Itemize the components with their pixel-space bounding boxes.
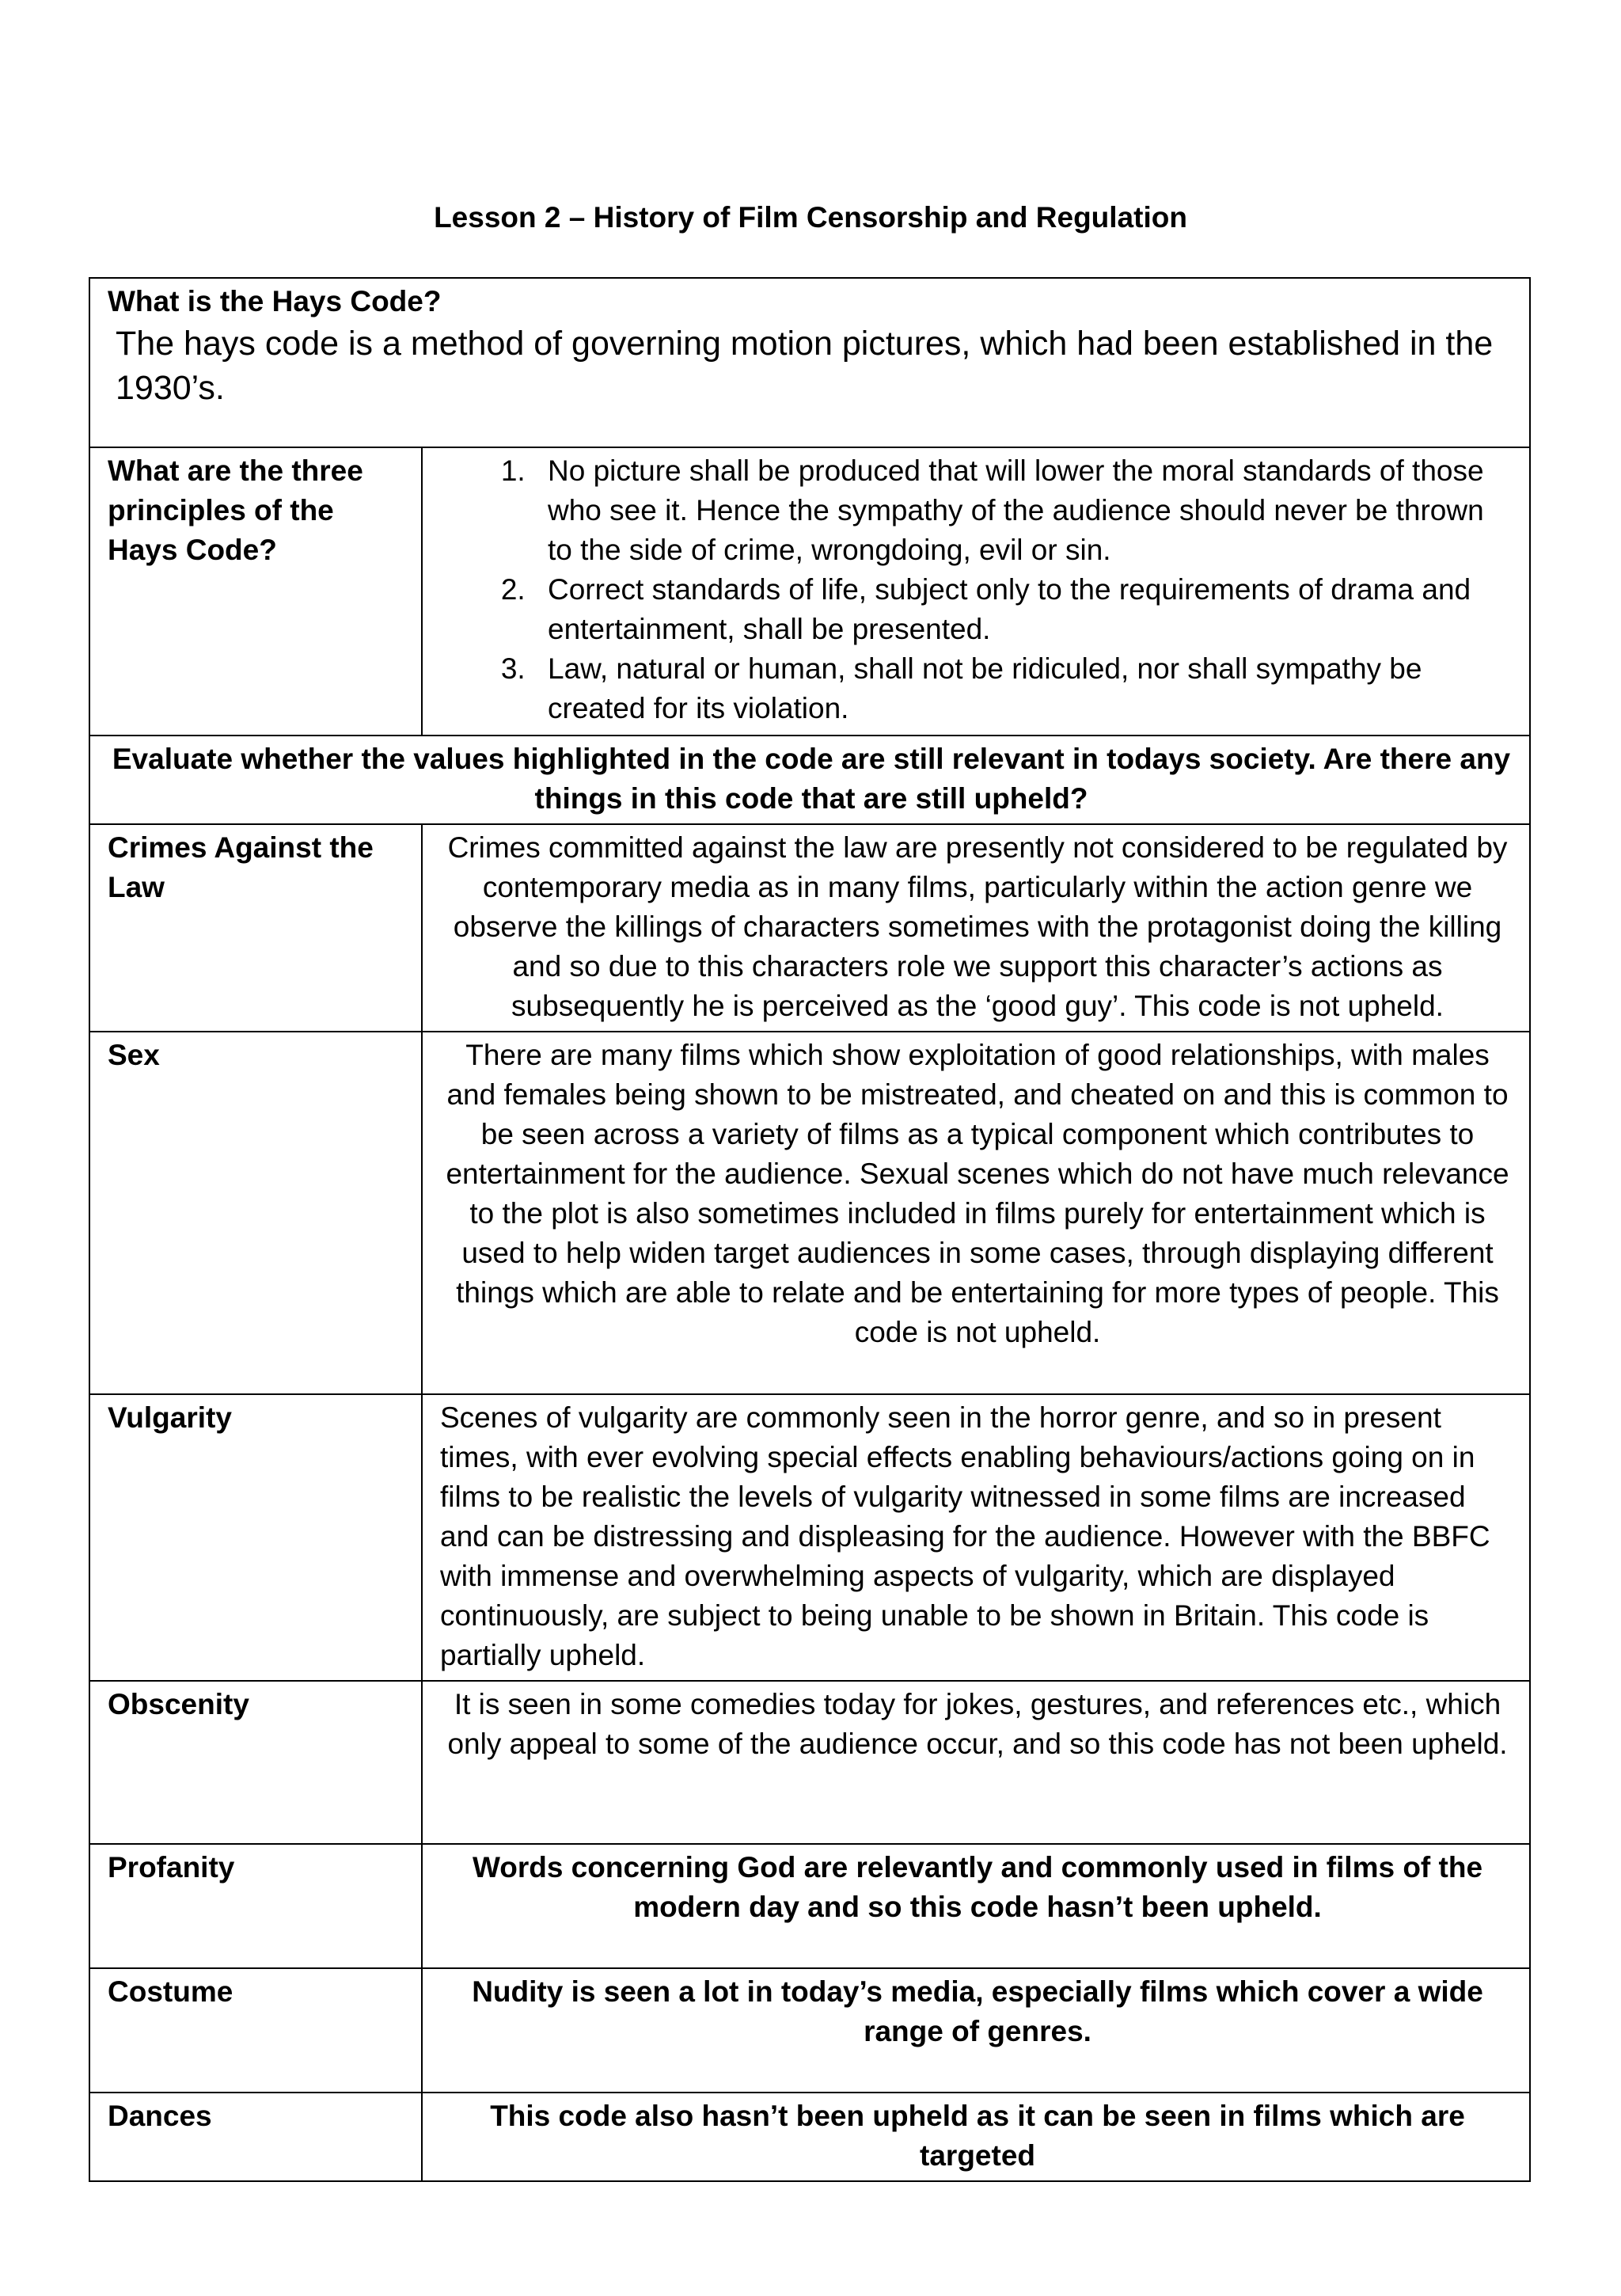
row-text-crimes: Crimes committed against the law are presently not considered to be regulated by contemporary media as in many films, particularly within the action genre we observe the killings of characters sometimes with the protagonist doing the killing and so due to this characters role we support this character’s actions as subsequently he is perceived as the ‘good guy’. This code is not upheld. bbox=[422, 824, 1530, 1032]
principle-item: 2. Correct standards of life, subject only to the requirements of drama and entertainment, shall be presented. bbox=[533, 570, 1515, 649]
table-row bbox=[89, 1032, 1530, 1394]
worksheet-table bbox=[89, 277, 1531, 2182]
table-row bbox=[89, 2093, 1530, 2181]
row-label-vulgarity: Vulgarity bbox=[89, 1394, 422, 1681]
principle-item: 1. No picture shall be produced that will lower the moral standards of those who see it. Hence the sympathy of the audience should never be thrown to the side of crime, wrongdoing, evil or sin. bbox=[533, 451, 1515, 570]
row-text-vulgarity: Scenes of vulgarity are commonly seen in the horror genre, and so in present times, with ever evolving special effects enabling behaviours/actions going on in films to be realistic the levels of vulgarity witnessed in some films are increased and can be distressing and displeasing for the audience. However with the BBFC with immense and overwhelming aspects of vulgarity, which are displayed continuously, are subject to being unable to be shown in Britain. This code is partially upheld. bbox=[422, 1394, 1530, 1681]
table-row bbox=[89, 824, 1530, 1032]
row-label-crimes: Crimes Against the Law bbox=[89, 824, 422, 1032]
principles-list-cell bbox=[422, 447, 1530, 736]
row-label-sex: Sex bbox=[89, 1032, 422, 1394]
row-text-sex: There are many films which show exploitation of good relationships, with males and females being shown to be mistreated, and cheated on and this is common to be seen across a variety of films as a typical component which contributes to entertainment for the audience. Sexual scenes which do not have much relevance to the plot is also sometimes included in films purely for entertainment which is used to help widen target audiences in some cases, through displaying different things which are able to relate and be entertaining for more types of people. This code is not upheld. bbox=[422, 1032, 1530, 1394]
page-title: Lesson 2 – History of Film Censorship and Regulation bbox=[434, 201, 1187, 234]
hays-code-cell bbox=[89, 278, 1530, 447]
hays-code-row bbox=[89, 278, 1530, 447]
row-label-costume: Costume bbox=[89, 1968, 422, 2093]
principles-question: What are the three principles of the Hays Code? bbox=[89, 447, 422, 736]
row-text-obscenity: It is seen in some comedies today for jokes, gestures, and references etc., which only appeal to some of the audience occur, and so this code has not been upheld. bbox=[422, 1681, 1530, 1844]
row-text-costume: Nudity is seen a lot in today’s media, especially films which cover a wide range of genres. bbox=[422, 1968, 1530, 2093]
table-row bbox=[89, 1844, 1530, 1968]
hays-code-question: What is the Hays Code? bbox=[108, 285, 442, 317]
row-label-dances: Dances bbox=[89, 2093, 422, 2181]
row-text-profanity: Words concerning God are relevantly and commonly used in films of the modern day and so this code hasn’t been upheld. bbox=[422, 1844, 1530, 1968]
row-label-obscenity: Obscenity bbox=[89, 1681, 422, 1844]
row-label-profanity: Profanity bbox=[89, 1844, 422, 1968]
row-text-dances: This code also hasn’t been upheld as it can be seen in films which are targeted bbox=[422, 2093, 1530, 2181]
evaluate-header: Evaluate whether the values highlighted in the code are still relevant in todays society. Are there any things in this code that are still upheld? bbox=[89, 736, 1530, 824]
principles-list bbox=[423, 451, 1515, 728]
hays-code-answer: The hays code is a method of governing motion pictures, which had been established in the 1930’s. bbox=[116, 325, 1494, 407]
table-row bbox=[89, 1394, 1530, 1681]
table-row bbox=[89, 1681, 1530, 1844]
evaluate-row bbox=[89, 736, 1530, 824]
principle-item: 3. Law, natural or human, shall not be ridiculed, nor shall sympathy be created for its violation. bbox=[533, 649, 1515, 728]
principles-row bbox=[89, 447, 1530, 736]
table-row bbox=[89, 1968, 1530, 2093]
